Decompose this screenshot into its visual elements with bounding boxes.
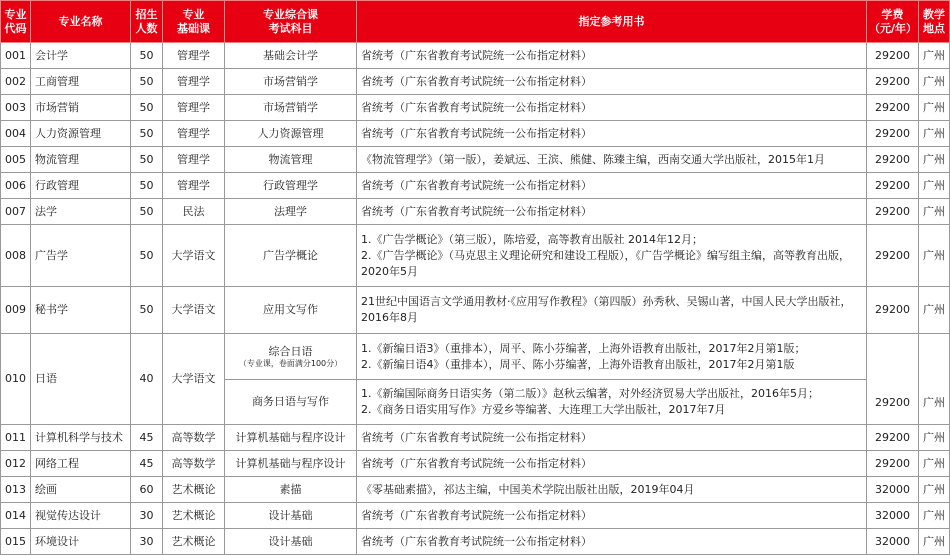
cell-basic: 艺术概论: [163, 503, 225, 529]
cell-quota: 50: [131, 147, 163, 173]
table-row: [1, 503, 950, 529]
cell-comprehensive: 素描: [225, 477, 357, 503]
table-row: [1, 95, 950, 121]
cell-code: 008: [1, 225, 31, 287]
book-line: 省统考（广东省教育考试院统一公布指定材料）: [361, 126, 592, 140]
cell-location: 广州: [919, 225, 950, 287]
header-location: 教学 地点: [919, 1, 950, 43]
cell-name: 行政管理: [31, 173, 131, 199]
cell-fee: 29200: [867, 173, 919, 199]
cell-quota: 50: [131, 121, 163, 147]
cell-basic: 管理学: [163, 121, 225, 147]
cell-name: 物流管理: [31, 147, 131, 173]
table-row-japanese-1: [1, 334, 950, 380]
cell-quota: 50: [131, 287, 163, 334]
cell-books: [357, 380, 867, 425]
cell-location: 广州: [919, 477, 950, 503]
book-line: 2.《商务日语实用写作》方爱乡等编著、大连理工大学出版社，2017年7月: [361, 403, 726, 416]
cell-name: 秘书学: [31, 287, 131, 334]
cell-name: 工商管理: [31, 69, 131, 95]
cell-name: 环境设计: [31, 529, 131, 555]
book-line: 《物流管理学》（第一版），姜斌远、王滨、熊健、陈臻主编，西南交通大学出版社，2015年1月: [361, 152, 825, 166]
cell-location: 广州: [919, 121, 950, 147]
header-code: 专业 代码: [1, 1, 31, 43]
book-line: 21世纪中国语言文学通用教材·《应用写作教程》（第四版）孙秀秋、吴锡山著，中国人民大学出版社，2016年8月: [361, 295, 852, 324]
cell-basic: 管理学: [163, 69, 225, 95]
table-row: [1, 121, 950, 147]
table-row: [1, 199, 950, 225]
cell-fee: 32000: [867, 503, 919, 529]
cell-comprehensive: 广告学概论: [225, 225, 357, 287]
cell-quota: 50: [131, 69, 163, 95]
book-line: 省统考（广东省教育考试院统一公布指定材料）: [361, 534, 592, 548]
cell-name: 人力资源管理: [31, 121, 131, 147]
table-row: [1, 451, 950, 477]
header-books: 指定参考用书: [357, 1, 867, 43]
cell-code: 014: [1, 503, 31, 529]
cell-quota: 45: [131, 425, 163, 451]
book-line: 1.《新编国际商务日语实务（第二版）》赵秋云编著，对外经济贸易大学出版社，2016年5月；: [361, 387, 819, 400]
cell-basic: 民法: [163, 199, 225, 225]
cell-comprehensive: 应用文写作: [225, 287, 357, 334]
book-line: 2.《新编日语4》（重排本），周平、陈小芬编著，上海外语教育出版社，2017年2月第1版: [361, 357, 795, 371]
cell-location: 广州: [919, 95, 950, 121]
cell-name: 计算机科学与技术: [31, 425, 131, 451]
cell-name: 网络工程: [31, 451, 131, 477]
cell-code: 012: [1, 451, 31, 477]
book-line: 省统考（广东省教育考试院统一公布指定材料）: [361, 100, 592, 114]
cell-location: 广州: [919, 425, 950, 451]
table-row: [1, 287, 950, 334]
cell-quota: 50: [131, 225, 163, 287]
book-line: 1.《新编日语3》（重排本），周平、陈小芬编著，上海外语教育出版社，2017年2月第1版；: [361, 341, 806, 355]
cell-comprehensive: 行政管理学: [225, 173, 357, 199]
cell-comprehensive-note: （专业课，卷面满分100分）: [238, 358, 343, 368]
cell-location: 广州: [919, 503, 950, 529]
cell-name: 日语: [31, 334, 131, 425]
cell-books: [357, 334, 867, 380]
cell-books: [357, 225, 867, 287]
book-line: 省统考（广东省教育考试院统一公布指定材料）: [361, 74, 592, 88]
cell-books: [357, 43, 867, 69]
table-body-bottom: [1, 425, 950, 555]
cell-fee: 32000: [867, 477, 919, 503]
header-basic: 专业 基础课: [163, 1, 225, 43]
cell-comprehensive: 计算机基础与程序设计: [225, 451, 357, 477]
cell-comprehensive: 设计基础: [225, 529, 357, 555]
table-body-japanese: [1, 334, 950, 425]
cell-books: [357, 95, 867, 121]
cell-books: [357, 199, 867, 225]
header-comprehensive: 专业综合课 考试科目: [225, 1, 357, 43]
cell-quota: 40: [131, 334, 163, 425]
cell-basic: 管理学: [163, 147, 225, 173]
cell-location: 广州: [919, 334, 950, 425]
cell-basic: 艺术概论: [163, 529, 225, 555]
cell-comprehensive: [225, 334, 357, 380]
cell-name: 会计学: [31, 43, 131, 69]
book-line: 省统考（广东省教育考试院统一公布指定材料）: [361, 430, 592, 444]
cell-quota: 45: [131, 451, 163, 477]
header-fee: 学费 （元/年）: [867, 1, 919, 43]
cell-basic: 管理学: [163, 95, 225, 121]
table-row: [1, 147, 950, 173]
cell-quota: 50: [131, 199, 163, 225]
cell-fee: 29200: [867, 69, 919, 95]
book-line: 省统考（广东省教育考试院统一公布指定材料）: [361, 508, 592, 522]
cell-basic: 大学语文: [163, 225, 225, 287]
table-row: [1, 425, 950, 451]
cell-code: 013: [1, 477, 31, 503]
cell-basic: 管理学: [163, 173, 225, 199]
table-row: [1, 173, 950, 199]
cell-location: 广州: [919, 147, 950, 173]
cell-books: [357, 121, 867, 147]
cell-books: [357, 147, 867, 173]
cell-code: 015: [1, 529, 31, 555]
cell-code: 005: [1, 147, 31, 173]
cell-comprehensive: 市场营销学: [225, 95, 357, 121]
cell-comprehensive: 人力资源管理: [225, 121, 357, 147]
cell-code: 006: [1, 173, 31, 199]
book-line: 省统考（广东省教育考试院统一公布指定材料）: [361, 204, 592, 218]
cell-fee: 29200: [867, 43, 919, 69]
cell-location: 广州: [919, 43, 950, 69]
table-row: [1, 43, 950, 69]
cell-basic: 大学语文: [163, 287, 225, 334]
cell-books: [357, 173, 867, 199]
cell-location: 广州: [919, 529, 950, 555]
cell-comprehensive: 计算机基础与程序设计: [225, 425, 357, 451]
cell-quota: 60: [131, 477, 163, 503]
book-line: 1.《广告学概论》（第三版），陈培爱，高等教育出版社 2014年12月；: [361, 232, 703, 246]
book-line: 省统考（广东省教育考试院统一公布指定材料）: [361, 178, 592, 192]
table-row: [1, 529, 950, 555]
cell-comprehensive-name: 综合日语: [268, 344, 313, 358]
cell-basic: 艺术概论: [163, 477, 225, 503]
cell-comprehensive: 物流管理: [225, 147, 357, 173]
cell-quota: 30: [131, 529, 163, 555]
book-line: 2.《广告学概论》（马克思主义理论研究和建设工程版），《广告学概论》编写组主编，高等教育出版，2020年5月: [361, 248, 850, 278]
cell-books: [357, 477, 867, 503]
book-line: 《零基础素描》，祁达主编，中国美术学院出版社出版，2019年04月: [361, 482, 695, 496]
cell-code: 010: [1, 334, 31, 425]
cell-fee: 29200: [867, 334, 919, 425]
cell-quota: 30: [131, 503, 163, 529]
cell-books: [357, 503, 867, 529]
cell-basic: 高等数学: [163, 451, 225, 477]
cell-basic: 高等数学: [163, 425, 225, 451]
cell-location: 广州: [919, 173, 950, 199]
cell-basic: 大学语文: [163, 334, 225, 425]
cell-quota: 50: [131, 43, 163, 69]
cell-comprehensive: 法理学: [225, 199, 357, 225]
cell-location: 广州: [919, 451, 950, 477]
table-header-row: [1, 1, 950, 43]
table-row: [1, 225, 950, 287]
book-line: 省统考（广东省教育考试院统一公布指定材料）: [361, 456, 592, 470]
cell-name: 视觉传达设计: [31, 503, 131, 529]
table-row: [1, 477, 950, 503]
cell-location: 广州: [919, 287, 950, 334]
cell-books: [357, 287, 867, 334]
cell-code: 003: [1, 95, 31, 121]
cell-comprehensive: 基础会计学: [225, 43, 357, 69]
cell-comprehensive: 设计基础: [225, 503, 357, 529]
cell-basic: 管理学: [163, 43, 225, 69]
cell-quota: 50: [131, 173, 163, 199]
cell-code: 004: [1, 121, 31, 147]
header-name: 专业名称: [31, 1, 131, 43]
book-line: 省统考（广东省教育考试院统一公布指定材料）: [361, 48, 592, 62]
header-quota: 招生 人数: [131, 1, 163, 43]
cell-name: 绘画: [31, 477, 131, 503]
table-body-top: [1, 43, 950, 334]
cell-name: 广告学: [31, 225, 131, 287]
cell-fee: 29200: [867, 451, 919, 477]
cell-name: 市场营销: [31, 95, 131, 121]
cell-code: 009: [1, 287, 31, 334]
cell-code: 001: [1, 43, 31, 69]
cell-books: [357, 451, 867, 477]
cell-books: [357, 529, 867, 555]
table-row: [1, 69, 950, 95]
cell-location: 广州: [919, 199, 950, 225]
cell-books: [357, 69, 867, 95]
cell-fee: 29200: [867, 425, 919, 451]
cell-code: 007: [1, 199, 31, 225]
cell-fee: 29200: [867, 287, 919, 334]
cell-quota: 50: [131, 95, 163, 121]
cell-comprehensive: 市场营销学: [225, 69, 357, 95]
cell-fee: 32000: [867, 529, 919, 555]
cell-name: 法学: [31, 199, 131, 225]
cell-code: 002: [1, 69, 31, 95]
cell-comprehensive: 商务日语与写作: [225, 380, 357, 425]
cell-books: [357, 425, 867, 451]
cell-fee: 29200: [867, 225, 919, 287]
cell-fee: 29200: [867, 147, 919, 173]
cell-fee: 29200: [867, 121, 919, 147]
cell-fee: 29200: [867, 199, 919, 225]
cell-fee: 29200: [867, 95, 919, 121]
cell-code: 011: [1, 425, 31, 451]
cell-location: 广州: [919, 69, 950, 95]
